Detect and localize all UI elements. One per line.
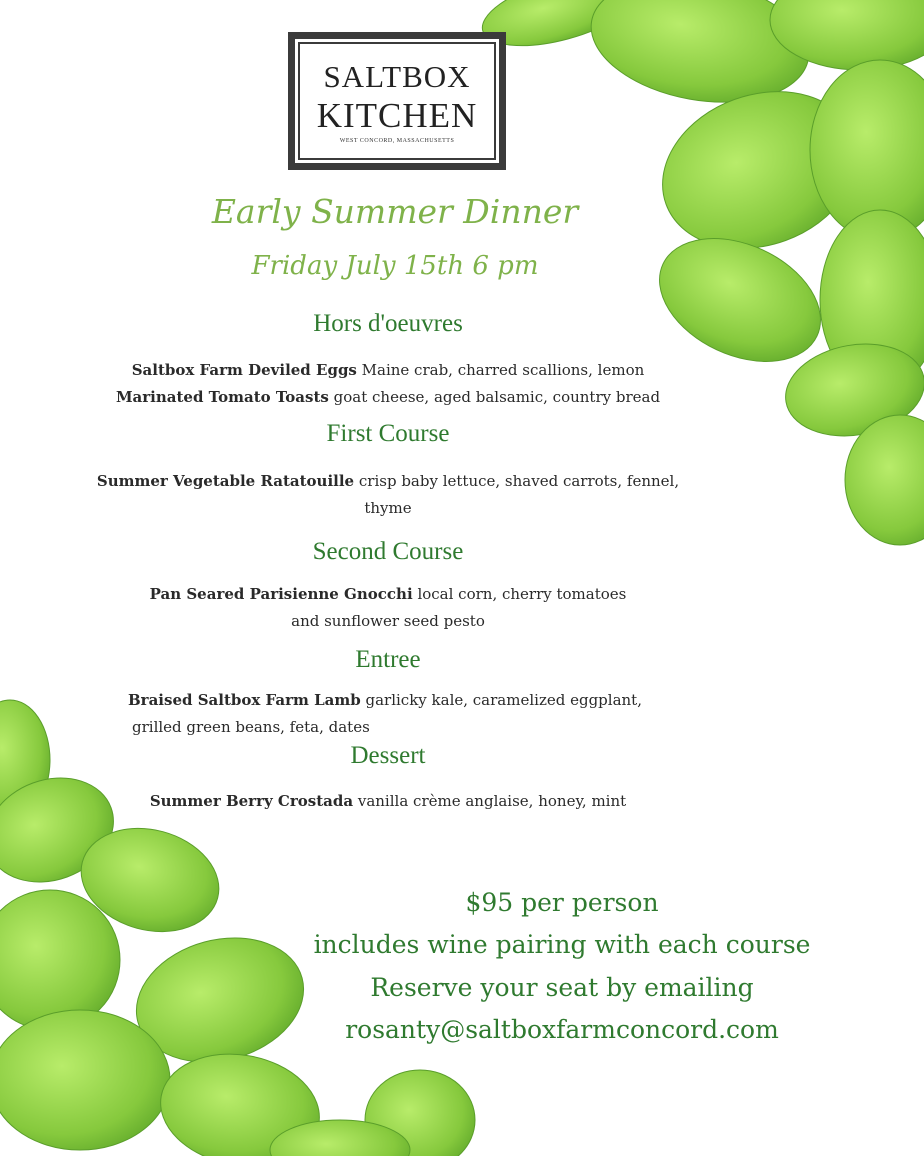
item-name: Braised Saltbox Farm Lamb: [128, 691, 361, 709]
reservation-email[interactable]: rosanty@saltboxfarmconcord.com: [345, 1015, 779, 1044]
heading-hors-doeuvres: Hors d'oeuvres: [313, 310, 463, 337]
event-date: Friday July 15th 6 pm: [251, 251, 539, 281]
item-desc-continued: thyme: [364, 499, 412, 517]
heading-entree: Entree: [355, 646, 421, 673]
heading-first-course: First Course: [326, 420, 450, 447]
menu-item: [128, 687, 642, 714]
menu-item: [0, 468, 776, 495]
menu-item: [0, 357, 776, 384]
item-name: Pan Seared Parisienne Gnocchi: [149, 585, 413, 603]
menu-item: [0, 581, 776, 608]
item-name: Summer Vegetable Ratatouille: [96, 472, 355, 490]
logo-line2: KITCHEN: [316, 96, 478, 135]
item-desc-continued: grilled green beans, feta, dates: [132, 718, 370, 736]
event-title: Early Summer Dinner: [211, 192, 579, 231]
heading-dessert: Dessert: [350, 742, 426, 769]
logo: [288, 32, 506, 170]
item-name: Summer Berry Crostada: [149, 792, 354, 810]
item-desc: Maine crab, charred scallions, lemon: [361, 361, 645, 379]
logo-location: WEST CONCORD, MASSACHUSETTS: [339, 138, 455, 144]
item-desc: garlicky kale, caramelized eggplant,: [365, 691, 642, 709]
menu-item: [0, 384, 776, 411]
logo-line1: SALTBOX: [323, 59, 471, 94]
item-desc: local corn, cherry tomatoes: [417, 585, 627, 603]
item-name: Marinated Tomato Toasts: [115, 388, 329, 406]
reserve-text: Reserve your seat by emailing: [370, 973, 754, 1002]
item-name: Saltbox Farm Deviled Eggs: [131, 361, 357, 379]
menu-item: [0, 788, 776, 815]
item-desc-continued: and sunflower seed pesto: [291, 612, 485, 630]
item-desc: crisp baby lettuce, shaved carrots, fennel,: [358, 472, 680, 490]
heading-second-course: Second Course: [312, 538, 464, 565]
item-desc: goat cheese, aged balsamic, country bread: [333, 388, 661, 406]
wine-pairing-text: includes wine pairing with each course: [313, 930, 811, 959]
item-desc: vanilla crème anglaise, honey, mint: [357, 792, 627, 810]
price-text: $95 per person: [465, 888, 659, 917]
